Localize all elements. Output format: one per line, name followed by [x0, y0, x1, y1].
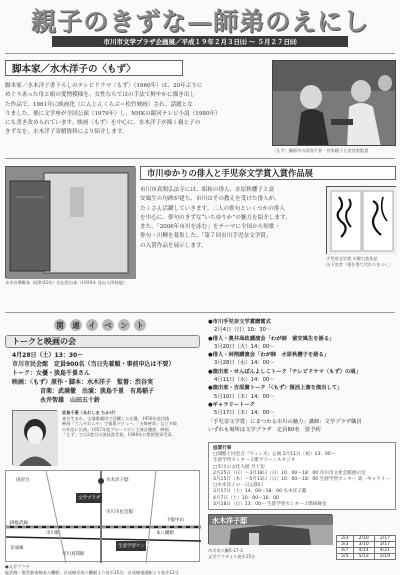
title-char: 関 — [54, 319, 66, 331]
notice-line: □開館と同会合『ウィンズ』公演 2月11日（祝）13：00～ — [213, 452, 336, 458]
open-day-schedule — [336, 535, 396, 560]
page-title: 親子のきずな—師弟のえにし — [30, 7, 369, 36]
calligraphy-photo — [326, 186, 396, 254]
title-char: 連 — [70, 319, 82, 331]
talk-line: 音楽：武満徹 出演：淡島千景 有馬稲子 — [40, 388, 155, 395]
section1-paragraph — [5, 82, 267, 138]
para-line: 俳句・川柳を募集した、「第７回市川手児奈文学賞」 — [140, 233, 272, 240]
notice-line: 3月17日（土）14：00～18：00 水木洋子邸 — [213, 489, 307, 495]
section2-heading: 市川ゆかりの俳人と手児奈文学賞入賞作品展 — [140, 166, 396, 180]
event-note: いずれも場所は文学プラザ 定員60名 要予約 — [208, 426, 321, 433]
divider — [5, 158, 395, 159]
para-line: めぐりあった母と娘の愛憎模様を、女性ならではの手法で鮮やかに描き出し — [5, 92, 196, 99]
para-line: また、「2006年市川を詠む」をテーマに全国から短歌・ — [140, 224, 281, 231]
map-label: JR総武線 — [10, 521, 28, 526]
table-cell: 4/21 — [374, 548, 395, 554]
talk-line: 永井智雄 山田五十鈴 — [40, 397, 101, 404]
title-char: ト — [134, 319, 146, 331]
film-still-caption: 〈もず〉撮影中の淡島千景・有馬稲子と渋谷実監督 — [272, 148, 369, 153]
footer-line: 文学プラザより徒歩15分 — [208, 553, 256, 559]
title-char: イ — [86, 319, 98, 331]
para-line: りました。後に文学座が全国公演（1979年）し、NHKの銀河テレビ小説（1980年） — [5, 110, 221, 117]
calligraphy-caption: 手児奈文学賞 川柳大賞作品 山下雪彦「週を得て代わりをつく」 — [326, 256, 394, 267]
section2-paragraph — [140, 186, 323, 251]
map-label: 市川真間駅 — [62, 552, 85, 557]
related-events-title — [0, 318, 200, 332]
footer-left — [5, 564, 205, 575]
notice-line: □市川の文化人展 月上旬 — [213, 464, 265, 470]
table-cell: 5/5 — [337, 554, 354, 560]
script-book-photo — [5, 166, 135, 278]
title-char: ベ — [102, 319, 114, 331]
map-label: 下総中山 — [166, 518, 184, 523]
footer-line: 市川市八幡5-17-3 — [208, 548, 243, 553]
table-cell: 4/7 — [337, 548, 354, 554]
map-label: 市川市民会館 — [106, 510, 133, 515]
para-line: 安風生の句碑が建ち、市川はその教えを受けた俳人が、 — [140, 196, 280, 203]
events-list — [208, 318, 396, 434]
table-cell: 2/17 — [374, 536, 395, 542]
event-body: 5月10日（木）14：00～ — [214, 393, 275, 400]
event-head: ●市川手児奈文学賞贈賞式 — [208, 319, 271, 325]
para-line: を中心に、俳句のきずな“いちゆりか”の魅力を紹介します。 — [140, 214, 291, 221]
event-head: ●俳人・奥井高政講演会「わが師 富安風生を語る」 — [208, 335, 335, 342]
event-head: ●俳人・林翔講演会「わが師 水原秋櫻子を語る」 — [208, 352, 330, 359]
divider — [5, 53, 395, 54]
table-cell: 2/3 — [337, 536, 354, 542]
map-label: 本八幡駅 — [156, 531, 174, 536]
event-body: 4月11日（水）14：00～ — [214, 377, 275, 384]
para-line: 市川市真間弘法寺には、昭和の俳人、水原秋櫻子と富 — [140, 187, 275, 193]
event-body: 3月28日（水）14：00～ — [214, 360, 275, 367]
table-cell: 5/19 — [374, 554, 395, 560]
para-line: 脚本家／水木洋子書下ろしのテレビドラマ〈もず〉（1960年）は、20年ぶりに — [5, 83, 203, 89]
house-title: 水木洋子邸 — [212, 517, 247, 525]
para-line: た作品で、1961年に映画化（にんじんくらぶ＝松竹映画）され、話題とな — [5, 101, 193, 108]
bio-line: 映画『てんやわんや』で銀幕デビュー。「夫婦善哉」など多数 — [62, 421, 177, 426]
footer-right — [208, 548, 332, 559]
script-book-caption: 水木自筆脚本（昭和35年）宣伝用台本（1930年 見出人所持他） — [5, 280, 128, 285]
table-cell: 3/3 — [337, 542, 354, 548]
related-activities-box — [208, 442, 396, 510]
event-head: ●ギャラリートーク — [208, 401, 255, 408]
map-label: 京成線 — [10, 546, 24, 551]
table-cell: 4/14 — [353, 548, 374, 554]
para-line: たくさん活躍していきます。二人の俳句といくつかの俳人 — [140, 205, 285, 212]
map-label: 国府台 — [16, 478, 30, 483]
map-label: 文学プラザ — [78, 496, 101, 501]
actress-bio — [62, 410, 200, 438]
para-line: にも書き改められています。映画〈もず〉を中心に、水木洋子が描く親と子の — [5, 120, 201, 127]
event-head: ●演出家・吉原廣トーク「〈もず〉復活上演を演出して」 — [208, 385, 343, 392]
footer-line: 総武線・都営新宿線本八幡駅、京成線京成八幡駅より徒歩15分、京成線鬼越駅より徒歩12分 — [5, 569, 179, 575]
talk-line: トーク：女優・淡島千景さん — [12, 370, 91, 377]
talk-event-heading: トークと映画の会 — [5, 335, 200, 348]
notice-line: 2月25日（日）～3月18日（日）10：00～18：00 市川市文化会館展示室 — [213, 470, 366, 476]
exhibition-subtitle: 市川市文学プラザ企画展／平成１９年２月３日㈯ ～ ５月２７日㈰ — [52, 36, 348, 47]
divider — [5, 312, 395, 313]
table-cell: 3/10 — [353, 542, 374, 548]
table-row — [337, 542, 396, 548]
notice-line: 生涯学習センター２階グリーンスタジオ — [213, 458, 296, 464]
notice-line: 3月15日（木）～5月13日（日）10：00～18：00 生涯学習センター 第一ギャラリー — [213, 477, 390, 483]
para-line: の入賞作品を展示します。 — [140, 242, 207, 249]
para-line: きずなを、水木洋子寄贈資料により紹介します。 — [5, 129, 128, 136]
bio-line: の作品に出演。1957年度ブルーリボン主演女優賞、映画 — [62, 426, 169, 432]
bio-line: 「もず」では2度目の演技賞受賞。1988年に紫綬褒章受章。 — [62, 432, 176, 437]
table-cell: 3/17 — [374, 542, 395, 548]
section1-heading: 脚本家／水木洋子の〈もず〉 — [5, 60, 183, 76]
map-label: 市川駅 — [46, 531, 60, 536]
title-char: ン — [118, 319, 130, 331]
talk-line: 4月28日（土）13：30～ — [12, 352, 84, 359]
talk-line: 市川市民会館 定員900名（当日先着順・事前申込は不要） — [12, 361, 175, 368]
footer-line: ●文学プラザ — [5, 564, 30, 569]
map-label: 生涯学習センター — [118, 544, 154, 549]
table-row — [337, 536, 396, 542]
notice-line: 3月18日（日）13：00～ 生涯学習センター３階研修室 — [213, 501, 327, 507]
event-body: 2月4日（日）10：30～ — [214, 327, 272, 334]
table-row — [337, 554, 396, 560]
map-label: 水木洋子邸 — [106, 478, 129, 483]
bio-line: 淡島千景（あわしま ちかげ） — [62, 410, 118, 415]
notice-line: □水木洋子の一日公開日 — [213, 483, 264, 489]
access-map — [5, 470, 200, 562]
table-cell: 5/12 — [353, 554, 374, 560]
notice-line: 協賛行事 — [213, 446, 232, 451]
table-cell: 2/10 — [353, 536, 374, 542]
film-still-photo — [272, 60, 396, 146]
event-note: 「手児奈文学賞」にまつわる市川の魅力」講師：文学プラザ職員 — [208, 418, 362, 425]
notice-line: 4月7日（土）10：00～16：00 — [213, 495, 279, 501]
bio-line: 東京生まれ。宝塚歌劇団で活躍した女優。1950年退団後 — [62, 415, 170, 421]
table-row — [337, 548, 396, 554]
event-head: ●演出家・せんぼんよしこトーク「テレビドラマ〈もず〉の頃」 — [208, 368, 361, 375]
event-body: 5月17日（木）14：00～ — [214, 410, 275, 417]
actress-portrait — [12, 410, 57, 465]
talk-line: 映画：〈もず〉原作・脚本：水木洋子 監督：渋谷実 — [12, 379, 154, 386]
event-body: 3月20日（火）14：00～ — [214, 343, 275, 350]
